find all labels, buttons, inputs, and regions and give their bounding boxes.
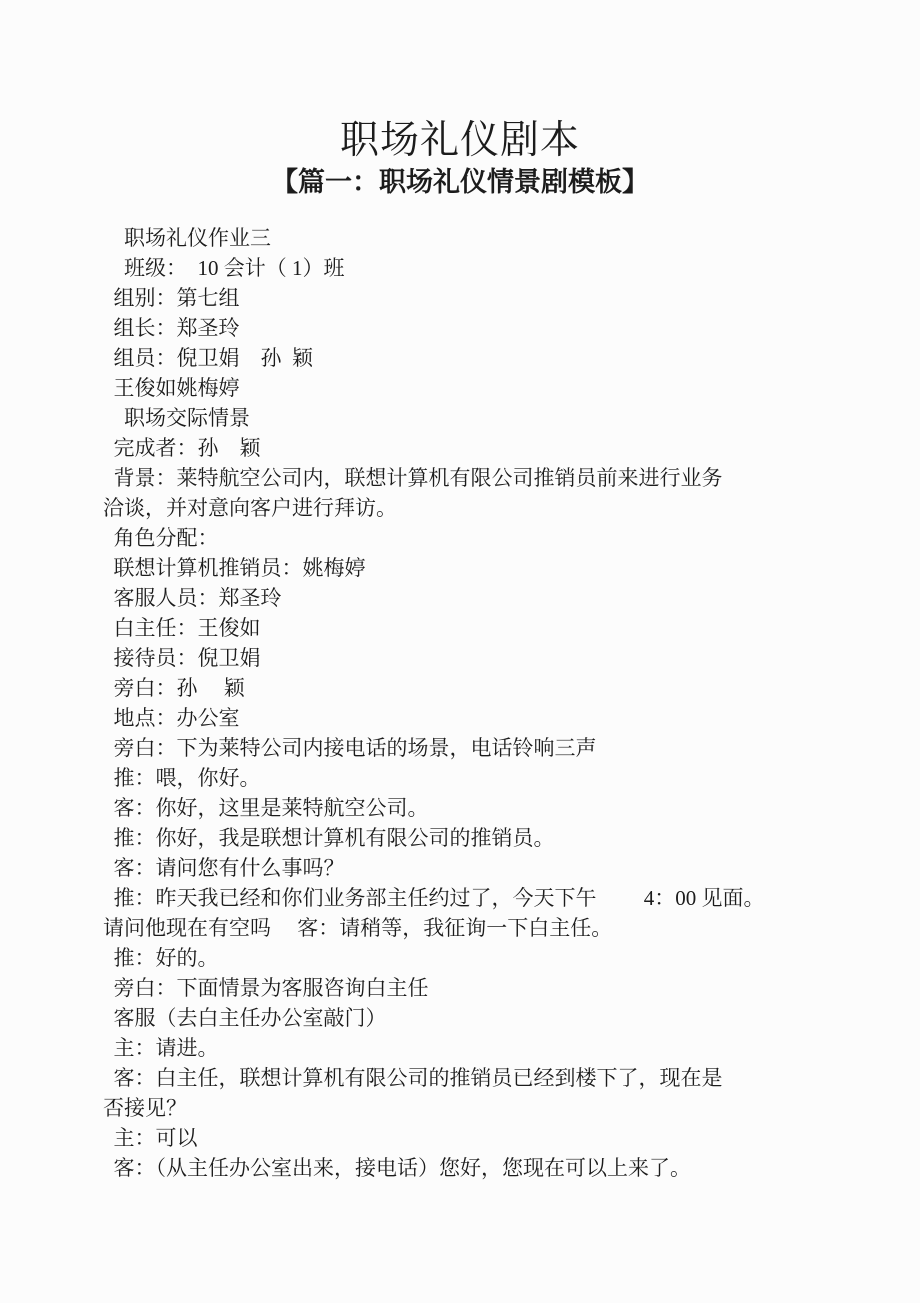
text-line: 推：喂，你好。 — [103, 766, 261, 790]
text-line: 主：请进。 — [103, 1036, 219, 1060]
text-line: 完成者：孙 颖 — [103, 436, 261, 460]
text-line: 推：你好，我是联想计算机有限公司的推销员。 — [103, 826, 555, 850]
document-body — [103, 223, 850, 1183]
text-line: 组别：第七组 — [103, 286, 240, 310]
text-line: 白主任：王俊如 — [103, 616, 261, 640]
text-line: 主：可以 — [103, 1126, 198, 1150]
text-line: 组员：倪卫娟 孙 颖 — [103, 346, 313, 370]
text-line: 旁白：孙 颖 — [103, 676, 245, 700]
text-line: 洽谈，并对意向客户进行拜访。 — [103, 496, 397, 520]
text-line: 推：昨天我已经和你们业务部主任约过了，今天下午 4：00 见面。 — [103, 886, 765, 910]
text-line: 旁白：下面情景为客服咨询白主任 — [103, 976, 429, 1000]
text-line: 职场礼仪作业三 — [103, 226, 271, 250]
text-line: 请问他现在有空吗 客：请稍等，我征询一下白主任。 — [103, 916, 613, 940]
text-line: 王俊如姚梅婷 — [103, 376, 240, 400]
text-line: 客：请问您有什么事吗？ — [103, 856, 345, 880]
text-line: 接待员：倪卫娟 — [103, 646, 261, 670]
document-title: 职场礼仪剧本 — [339, 119, 580, 162]
text-line: 班级： 10 会计（ 1）班 — [103, 256, 345, 280]
text-line: 联想计算机推销员：姚梅婷 — [103, 556, 366, 580]
text-line: 背景：莱特航空公司内，联想计算机有限公司推销员前来进行业务 — [103, 466, 723, 490]
text-line: 客：白主任，联想计算机有限公司的推销员已经到楼下了，现在是 — [103, 1066, 723, 1090]
text-line: 地点：办公室 — [103, 706, 240, 730]
text-line: 否接见？ — [103, 1096, 187, 1120]
text-line: 角色分配： — [103, 526, 219, 550]
text-line: 客服人员：郑圣玲 — [103, 586, 282, 610]
text-line: 客服（去白主任办公室敲门） — [103, 1006, 387, 1030]
section-heading: 【篇一：职场礼仪情景剧模板】 — [271, 167, 649, 197]
text-line: 推：好的。 — [103, 946, 219, 970]
text-line: 职场交际情景 — [103, 406, 250, 430]
text-line: 组长：郑圣玲 — [103, 316, 240, 340]
text-line: 客：你好，这里是莱特航空公司。 — [103, 796, 429, 820]
text-line: 客：（从主任办公室出来，接电话）您好，您现在可以上来了。 — [103, 1156, 691, 1180]
text-line: 旁白：下为莱特公司内接电话的场景，电话铃响三声 — [103, 736, 597, 760]
